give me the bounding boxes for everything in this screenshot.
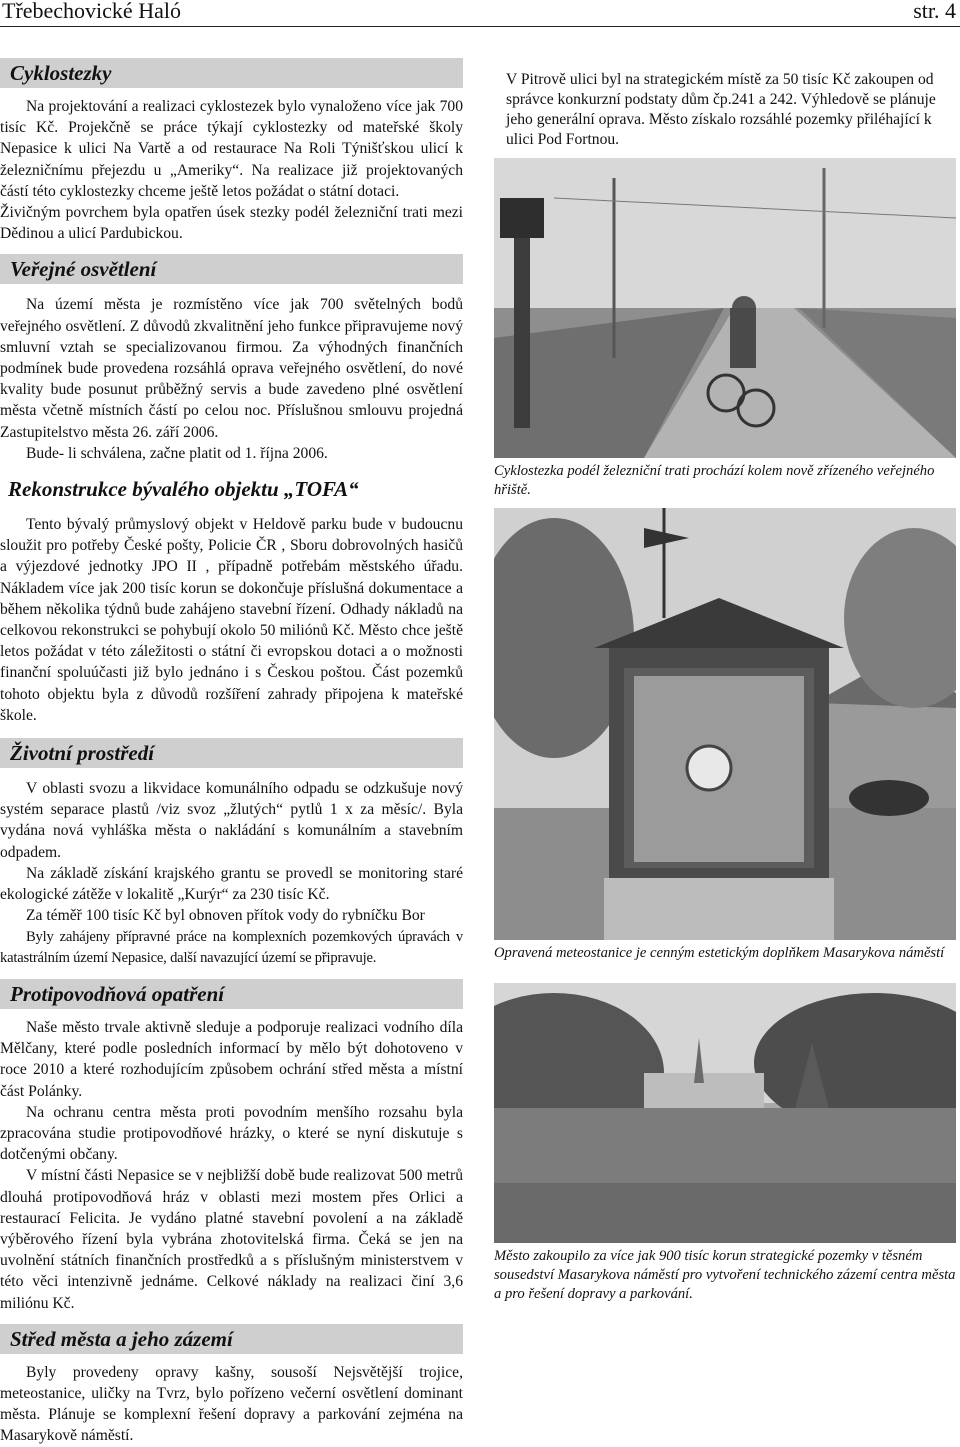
text-cyklostezky-1: Na projektování a realizaci cyklostezek bylo vynaloženo více jak 700 tisíc Kč. Projekčně se práce týkají cyklostezky od mateřské školy Nepasice k ulici Na Vartě a od restaurace Na Roli Týnišťskou ulicí k železničnímu přejezdu u „Ameriky“. Na realizace již projektovaných částí této cyklostezky chceme ještě letos požádat o státní dotaci. — [0, 98, 463, 200]
heading-stred: Střed města a jeho zázemí — [0, 1324, 463, 1354]
heading-cyklostezky: Cyklostezky — [0, 58, 463, 88]
caption-pozemky: Město zakoupilo za více jak 900 tisíc korun strategické pozemky v těsném sousedství Masarykova náměstí pro vytvoření technického zázemí centra města a pro řešení dopravy a parkování. — [494, 1248, 956, 1302]
text-osvetleni-2: Bude- li schválena, začne platit od 1. října 2006. — [26, 444, 328, 462]
section-osvetleni — [0, 254, 463, 464]
section-stred — [0, 1324, 463, 1447]
text-cyklostezky-2: Živičným povrchem byla opatřen úsek stezky podél železniční trati mezi Dědinou a ulicí Pardubickou. — [0, 204, 463, 243]
text-stred-1: Byly provedeny opravy kašny, sousoší Nejsvětější trojice, meteostanice, uličky na Tvrz, bylo pořízeno večerní osvětlení dominant města. Plánuje se komplexní řešení dopravy a parkování zejména na Masarykově náměstí. — [0, 1363, 463, 1445]
photo-cyklostezka — [494, 158, 956, 458]
heading-povodne: Protipovodňová opatření — [0, 979, 463, 1009]
text-prostredi-3: Za téměř 100 tisíc Kč byl obnoven přítok vody do rybníčku Bor — [26, 907, 425, 925]
text-tofa-1: Tento bývalý průmyslový objekt v Heldově parku bude v budoucnu sloužit pro potřeby České pošty, Policie ČR , Sboru dobrovolných hasičů a výjezdové jednotky JPO II , případně potřebám městského úřadu. Nákladem více jak 200 tisíc korun se dokončuje příslušná dokumentace a během několika týdnů bude zahájeno stavební řízení. Odhady nákladů na celkovou rekonstrukci se pohybují okolo 50 miliónů Kč. Město chce ještě letos požádat v této záležitosti o státní či evropskou dotaci a o možnosti finanční spoluúčasti již bylo jednáno i s Českou poštou. Část pozemků tohoto objektu byla z důvodů rozšíření zahrady připojena k mateřské škole. — [0, 516, 463, 724]
newspaper-title: Třebechovické Haló — [2, 0, 181, 23]
heading-osvetleni: Veřejné osvětlení — [0, 254, 463, 284]
left-column — [0, 30, 463, 1447]
right-column — [494, 70, 960, 1304]
section-prostredi — [0, 738, 463, 969]
page-number: str. 4 — [913, 0, 956, 23]
heading-tofa: Rekonstrukce bývalého objektu „TOFA“ — [8, 477, 359, 502]
text-pitrova: V Pitrově ulici byl na strategickém místě za 50 tisíc Kč zakoupen od správce konkurzní podstaty dům čp.241 a 242. Výhledově se plánuje jeho generální oprava. Město získalo rozsáhlé pozemky přiléhající k ulici Pod Fortnou. — [506, 71, 936, 148]
land-plots-image — [494, 983, 956, 1243]
text-povodne-2: Na ochranu centra města proti povodním menšího rozsahu byla zpracována studie protipovodňové hrázky, o které se nyní diskutuje s dotčenými občany. — [0, 1103, 463, 1164]
text-prostredi-2: Na základě získání krajského grantu se provedl se monitoring staré ekologické zátěže v lokalitě „Kurýr“ za 230 tisíc Kč. — [0, 864, 463, 904]
text-osvetleni-1: Na území města je rozmístěno více jak 700 světelných bodů veřejného osvětlení. Z důvodů zkvalitnění jeho funkce připravujeme nový smluvní vztah se specializovanou firmou. Za výhodných finančních podmínek bude provedena rozsáhlá oprava veřejného osvětlení, do nové kvality bude posunut průběžný servis a bude zavedeno plné osvětlení města včetně místních částí po celou noc. Příslušnou smlouvu projedná Zastupitelstvo města 26. září 2006. — [0, 296, 463, 441]
meteostation-image — [494, 508, 956, 940]
text-povodne-3: V místní části Nepasice se v nejbližší době bude realizovat 500 metrů dlouhá protipovodňová hráz v oblasti mezi mostem přes Orlici a restaurací Felicita. Je vydáno platné stavební povolení a na základě výběrového řízení byla vybrána zhotovitelská firma. Čeká se jen na uvolnění státních finančních prostředků a s příslušným ministerstvem v této věci intenzivně jednáme. Celkové náklady na realizaci činí 3,6 miliónu Kč. — [0, 1167, 463, 1312]
heading-prostredi: Životní prostředí — [0, 738, 463, 768]
photo-pozemky — [494, 983, 956, 1243]
cyclist-path-image — [494, 158, 956, 458]
caption-meteostanice: Opravená meteostanice je cenným estetickým doplňkem Masarykova náměstí — [494, 945, 945, 961]
text-povodne-1: Naše město trvale aktivně sleduje a podporuje realizaci vodního díla Mělčany, které podle posledních informací by mělo být dohotoveno v roce 2010 a které rozhodujícím způsobem ochrání střed města a místní část Polánky. — [0, 1018, 463, 1100]
page-header — [0, 0, 960, 27]
caption-cyklostezka: Cyklostezka podél železniční trati prochází kolem nově zřízeného veřejného hřiště. — [494, 463, 935, 498]
section-povodne — [0, 979, 463, 1314]
text-prostredi-4: Byly zahájeny přípravné práce na komplexních pozemkových úpravách v katastrálním území Nepasice, další navazující území se připravuje. — [0, 928, 463, 966]
text-prostredi-1: V oblasti svozu a likvidace komunálního odpadu se odzkušuje nový systém separace plastů /viz svoz „žlutých“ pytlů 1 x za měsíc/. Byla vydána nová vyhláška města o nakládání s komunálním a stavebním odpadem. — [0, 780, 463, 861]
section-cyklostezky — [0, 58, 463, 244]
photo-meteostanice — [494, 508, 956, 940]
section-tofa — [0, 474, 463, 726]
